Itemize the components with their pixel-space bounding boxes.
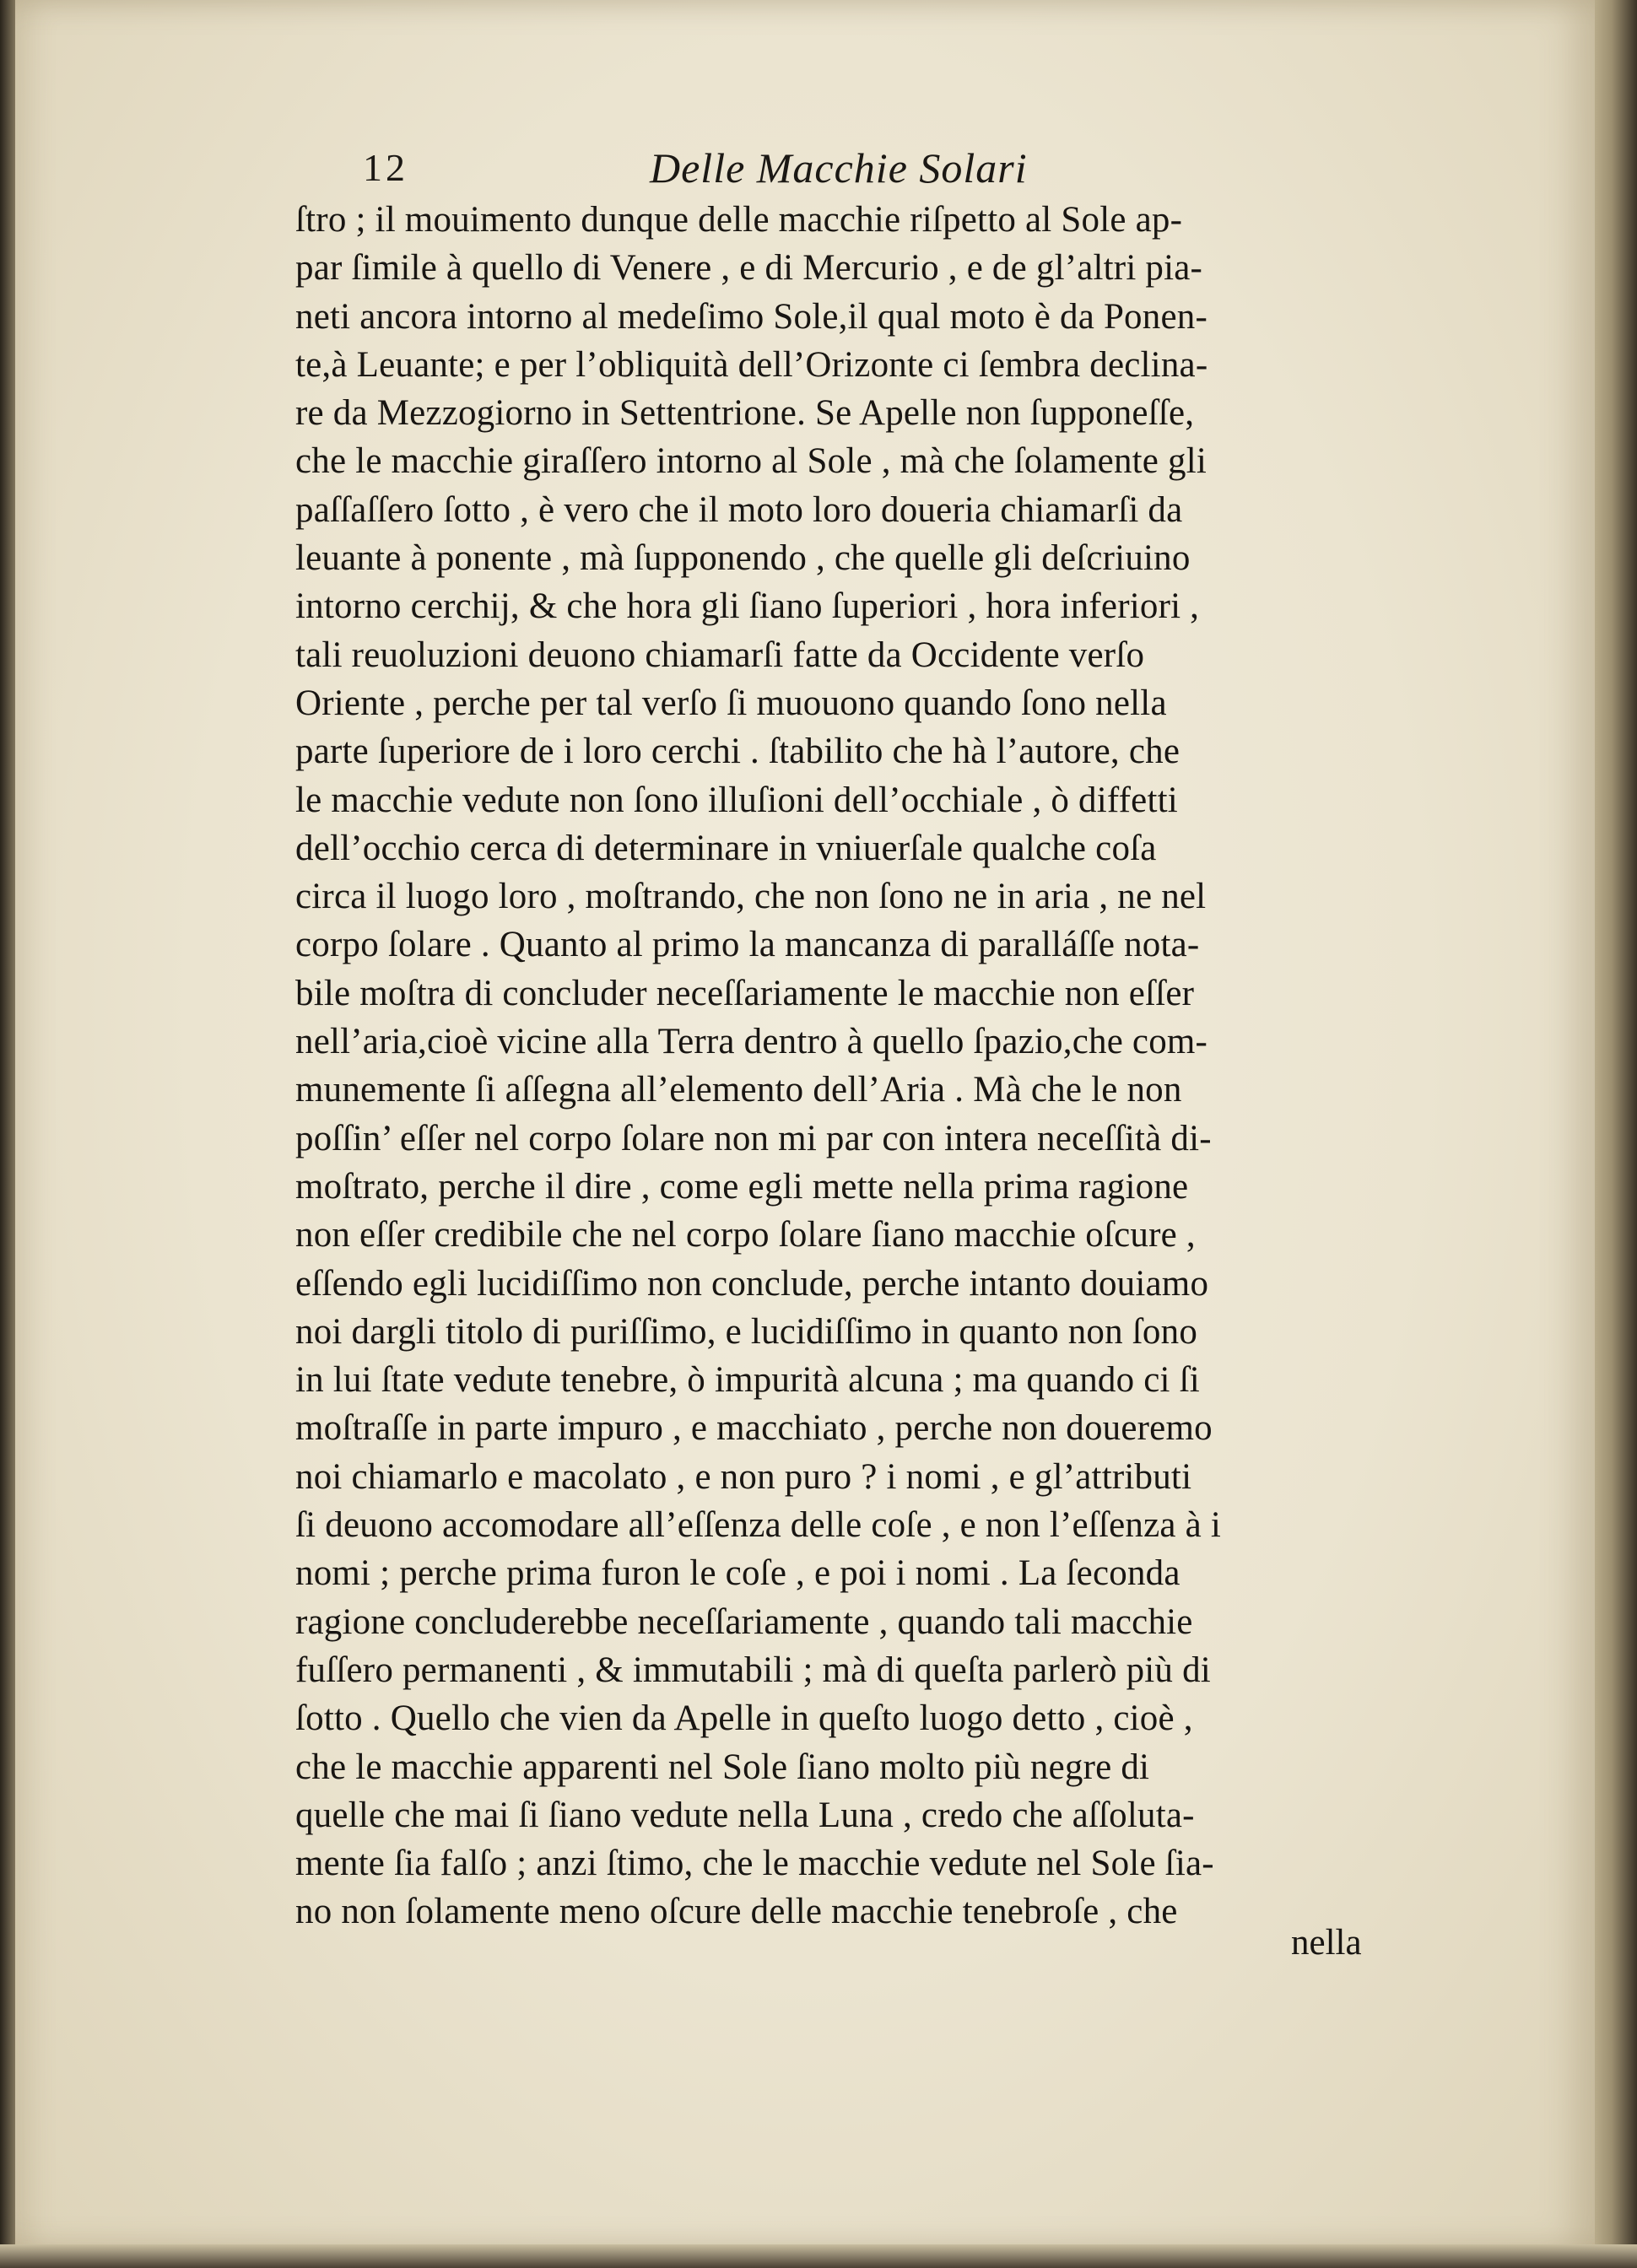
text-line: poſſin’ eſſer nel corpo ſolare non mi par con intera neceſſità di- — [295, 1118, 1212, 1158]
text-line: bile moſtra di concluder neceſſariamente le macchie non eſſer — [295, 973, 1195, 1013]
text-line: no non ſolamente meno oſcure delle macchie tenebroſe , che — [295, 1892, 1178, 1932]
catchword: nella — [1291, 1923, 1362, 1963]
body-text — [295, 196, 1426, 1936]
text-line: moſtraſſe in parte impuro , e macchiato , perche non doueremo — [295, 1408, 1213, 1449]
text-line: intorno cerchij, & che hora gli ſiano ſuperiori , hora inferiori , — [295, 586, 1200, 627]
text-line: dell’occhio cerca di determinare in vniuerſale qualche coſa — [295, 828, 1157, 868]
text-line: ſtro ; il mouimento dunque delle macchie riſpetto al Sole ap- — [295, 200, 1183, 240]
text-line: circa il luogo loro , moſtrando, che non ſono ne in aria , ne nel — [295, 877, 1207, 917]
text-line: noi chiamarlo e macolato , e non puro ? i nomi , e gl’attributi — [295, 1456, 1192, 1497]
text-line: in lui ſtate vedute tenebre, ò impurità alcuna ; ma quando ci ſi — [295, 1360, 1200, 1401]
text-line: eſſendo egli lucidiſſimo non conclude, perche intanto douiamo — [295, 1263, 1209, 1304]
text-line: par ſimile à quello di Venere , e di Mercurio , e de gl’altri pia- — [295, 248, 1203, 289]
text-line: ſi deuono accomodare all’eſſenza delle coſe , e non l’eſſenza à i — [295, 1505, 1222, 1546]
page-header — [363, 143, 1451, 194]
text-line: Oriente , perche per tal verſo ſi muouono quando ſono nella — [295, 683, 1167, 723]
text-line: nomi ; perche prima furon le coſe , e poi i nomi . La ſeconda — [295, 1553, 1180, 1594]
text-line: che le macchie giraſſero intorno al Sole , mà che ſolamente gli — [295, 441, 1207, 482]
page-edge-bottom — [0, 2244, 1637, 2268]
text-line: nell’aria,cioè vicine alla Terra dentro à quello ſpazio,che com- — [295, 1022, 1208, 1062]
text-line: paſſaſſero ſotto , è vero che il moto loro doueria chiamarſi da — [295, 489, 1183, 530]
text-line: corpo ſolare . Quanto al primo la mancanza di paralláſſe nota- — [295, 925, 1200, 965]
text-line: mente ſia falſo ; anzi ſtimo, che le macchie vedute nel Sole ſia- — [295, 1844, 1214, 1884]
text-line: re da Mezzogiorno in Settentrione. Se Apelle non ſupponeſſe, — [295, 393, 1195, 434]
text-line: quelle che mai ſi ſiano vedute nella Luna , credo che aſſoluta- — [295, 1795, 1195, 1835]
text-line: te,à Leuante; e per l’obliquità dell’Orizonte ci ſembra declina- — [295, 344, 1208, 385]
page-edge-right — [1595, 0, 1637, 2268]
text-line: tali reuoluzioni deuono chiamarſi fatte da Occidente verſo — [295, 634, 1145, 675]
text-line: neti ancora intorno al medeſimo Sole,il qual moto è da Ponen- — [295, 296, 1207, 337]
text-line: fuſſero permanenti , & immutabili ; mà di queſta parlerò più di — [295, 1650, 1211, 1690]
text-line: noi dargli titolo di puriſſimo, e lucidiſſimo in quanto non ſono — [295, 1311, 1198, 1352]
running-title: Delle Macchie Solari — [650, 144, 1028, 192]
text-line: le macchie vedute non ſono illuſioni dell’occhiale , ò diffetti — [295, 780, 1178, 820]
text-line: non eſſer credibile che nel corpo ſolare ſiano macchie oſcure , — [295, 1215, 1196, 1256]
text-line: munemente ſi aſſegna all’elemento dell’Aria . Mà che le non — [295, 1070, 1182, 1110]
page-number: 12 — [363, 146, 408, 189]
text-line: ragione concluderebbe neceſſariamente , quando tali macchie — [295, 1601, 1193, 1642]
text-line: che le macchie apparenti nel Sole ſiano molto più negre di — [295, 1747, 1150, 1787]
text-line: leuante à ponente , mà ſupponendo , che quelle gli deſcriuino — [295, 538, 1191, 579]
text-line: parte ſuperiore de i loro cerchi . ſtabilito che hà l’autore, che — [295, 732, 1180, 772]
text-line: ſotto . Quello che vien da Apelle in queſto luogo detto , cioè , — [295, 1698, 1193, 1739]
text-line: moſtrato, perche il dire , come egli mette nella prima ragione — [295, 1166, 1189, 1207]
